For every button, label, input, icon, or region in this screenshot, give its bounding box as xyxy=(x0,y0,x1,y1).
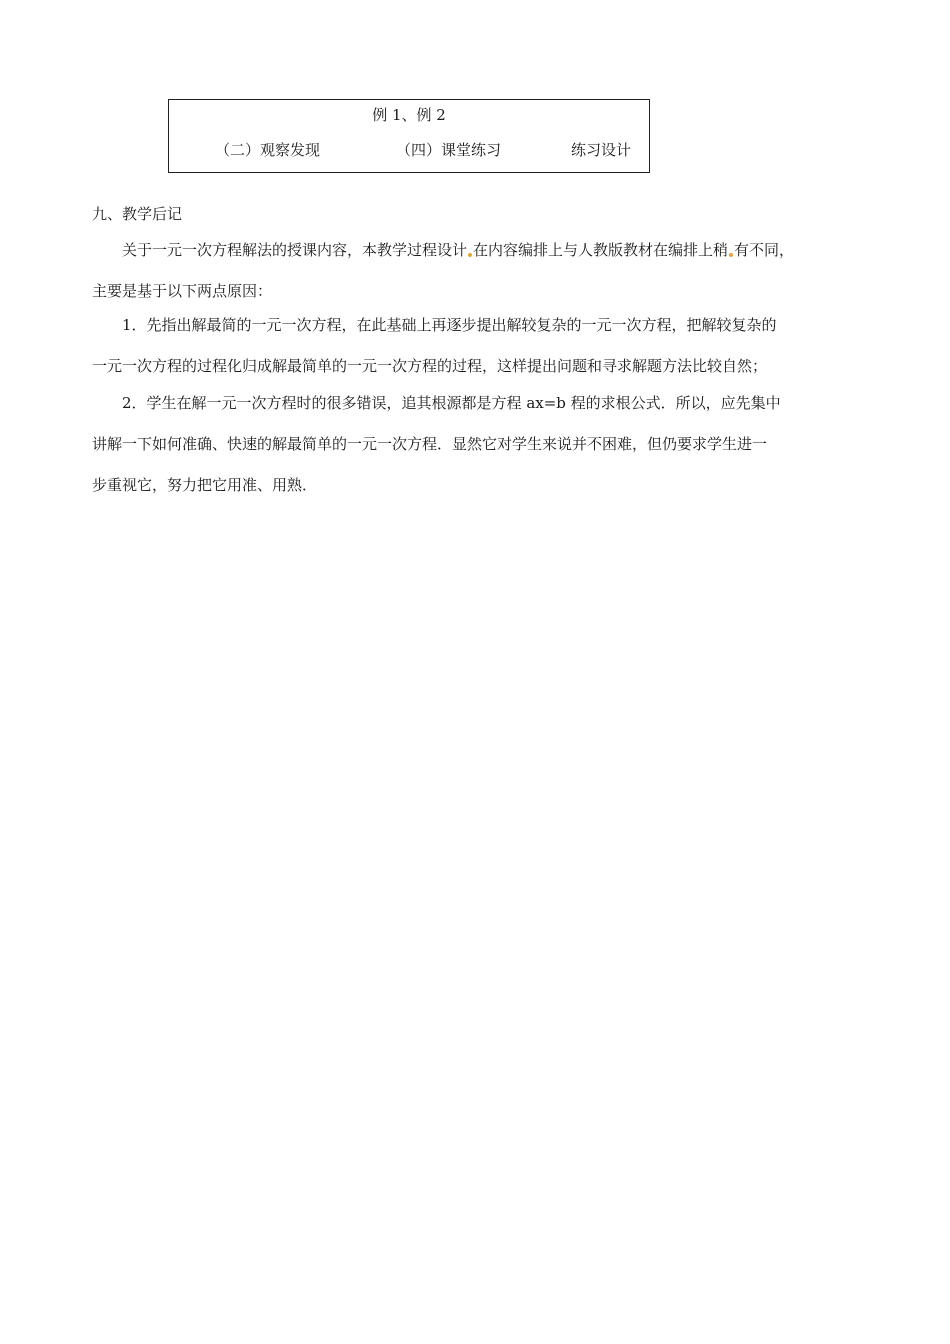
paragraph-line-2: 主要是基于以下两点原因： xyxy=(92,282,273,300)
point-1-line-1: 1．先指出解最简的一元一次方程，在此基础上再逐步提出解较复杂的一元一次方程，把解较复杂的 xyxy=(122,316,777,334)
annotation-mark-icon xyxy=(729,253,733,257)
paragraph-line-1 xyxy=(122,241,794,259)
point-2-line-2: 讲解一下如何准确、快速的解最简单的一元一次方程．显然它对学生来说并不困难，但仍要求学生进一 xyxy=(92,435,768,453)
observe-discover-label: （二）观察发现 xyxy=(215,141,321,159)
examples-label: 例 1、例 2 xyxy=(372,106,446,124)
classroom-practice-label: （四）课堂练习 xyxy=(396,141,502,159)
lesson-structure-box xyxy=(168,99,650,173)
point-1-line-2: 一元一次方程的过程化归成解最简单的一元一次方程的过程，这样提出问题和寻求解题方法比较自然； xyxy=(92,357,768,375)
paragraph-line-1-part-c: 有不同， xyxy=(734,241,795,259)
point-2-line-1: 2．学生在解一元一次方程时的很多错误，追其根源都是方程 ax=b 程的求根公式．所以，应先集中 xyxy=(122,394,781,412)
paragraph-line-1-part-a: 关于一元一次方程解法的授课内容，本教学过程设计 xyxy=(122,241,468,259)
point-2-line-3: 步重视它，努力把它用准、用熟． xyxy=(92,476,318,494)
section-heading: 九、教学后记 xyxy=(92,205,183,223)
paragraph-line-1-part-b: 在内容编排上与人教版教材在编排上稍 xyxy=(473,241,729,259)
practice-design-label: 练习设计 xyxy=(571,141,632,159)
annotation-mark-icon xyxy=(468,253,472,257)
